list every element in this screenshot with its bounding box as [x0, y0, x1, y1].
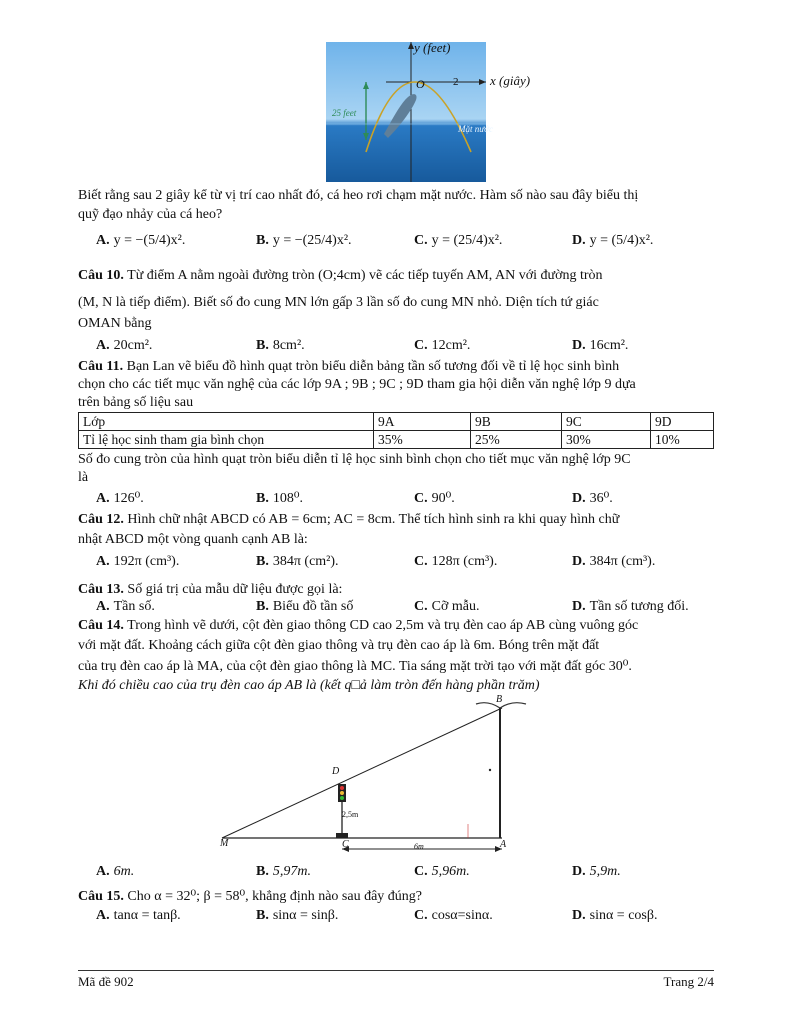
table-cell: 35% [374, 431, 471, 449]
table-cell: 25% [471, 431, 562, 449]
q10-option-d[interactable]: D. 16cm². [572, 338, 629, 353]
table-cell: Tỉ lệ học sinh tham gia bình chọn [79, 431, 374, 449]
lamp-arm-right [500, 703, 526, 708]
q11-after2: là [78, 470, 89, 485]
q12-option-a[interactable]: A. 192π (cm³). [96, 554, 180, 569]
water-label: Mặt nước [458, 124, 493, 134]
q14-line4: Khi đó chiều cao của trụ đèn cao áp AB là (kết q□ả làm tròn đến hàng phần trăm) [78, 678, 540, 693]
q12-options [0, 554, 792, 576]
label-c: C [342, 839, 349, 850]
table-cell: 9C [562, 413, 651, 431]
q14-option-a[interactable]: A. 6m. [96, 864, 135, 879]
q9-options [0, 233, 792, 255]
q11-line3: trên bảng số liệu sau [78, 395, 194, 410]
q10-option-c[interactable]: C. 12cm². [414, 338, 471, 353]
tick-2-label: 2 [453, 76, 459, 88]
q14-line1: Câu 14. Trong hình vẽ dưới, cột đèn giao thông CD cao 2,5m và trụ đèn cao áp AB cùng vuông góc [78, 618, 639, 633]
label-b: B [496, 694, 503, 705]
lamp-figure [200, 696, 540, 861]
q11-option-b[interactable]: B. 108⁰. [256, 491, 303, 506]
q12-option-c[interactable]: C. 128π (cm³). [414, 554, 498, 569]
q11-table [78, 412, 714, 449]
q11-option-c[interactable]: C. 90⁰. [414, 491, 455, 506]
q12-line1: Câu 12. Hình chữ nhật ABCD có AB = 6cm; AC = 8cm. Thể tích hình sinh ra khi quay hình chữ [78, 512, 620, 527]
q11-line2: chọn cho các tiết mục văn nghệ của các lớp 9A ; 9B ; 9C ; 9D tham gia hội diễn văn nghệ lớp 9 dựa [78, 377, 636, 392]
q15-options [0, 908, 792, 930]
footer-divider [78, 970, 714, 971]
dolphin-figure [326, 40, 531, 182]
q9-option-b[interactable]: B. y = −(25/4)x². [256, 233, 352, 248]
q11-options [0, 490, 792, 512]
q9-line1: Biết rằng sau 2 giây kể từ vị trí cao nhất đó, cá heo rơi chạm mặt nước. Hàm số nào sau đây biểu thị [78, 188, 639, 203]
q11-option-d[interactable]: D. 36⁰. [572, 491, 613, 506]
label-cd-length: 2,5m [342, 810, 359, 819]
height-label: 25 feet [332, 108, 357, 118]
label-d: D [332, 766, 340, 777]
q10-option-a[interactable]: A. 20cm². [96, 338, 153, 353]
sun-ray [222, 708, 502, 838]
q9-option-d[interactable]: D. y = (5/4)x². [572, 233, 654, 248]
q12-line2: nhật ABCD một vòng quanh cạnh AB là: [78, 532, 308, 547]
q13-option-b[interactable]: B. Biểu đồ tần số [256, 599, 354, 614]
y-axis-label: y (feet) [414, 40, 451, 55]
q10-line2: (M, N là tiếp điểm). Biết số đo cung MN lớn gấp 3 lần số đo cung MN nhỏ. Diện tích tứ giác [78, 295, 599, 310]
q14-option-c[interactable]: C. 5,96m. [414, 864, 470, 879]
table-cell: 9B [471, 413, 562, 431]
origin-label: O [416, 77, 425, 91]
label-m: M [220, 838, 229, 849]
q12-option-d[interactable]: D. 384π (cm³). [572, 554, 656, 569]
q9-option-c[interactable]: C. y = (25/4)x². [414, 233, 503, 248]
point-dot [489, 769, 491, 771]
footer-page-number: Trang 2/4 [663, 974, 714, 989]
q14-option-b[interactable]: B. 5,97m. [256, 864, 311, 879]
label-a: A [500, 839, 507, 850]
q15-line1: Câu 15. Cho α = 32⁰; β = 58⁰, khẳng định nào sau đây đúng? [78, 889, 423, 904]
q14-options [0, 864, 792, 886]
table-cell: 9A [374, 413, 471, 431]
table-cell: 30% [562, 431, 651, 449]
label-ca-length: 6m [414, 842, 424, 851]
footer-exam-code: Mã đề 902 [78, 974, 134, 989]
q13-option-a[interactable]: A. Tần số. [96, 599, 155, 614]
q9-option-a[interactable]: A. y = −(5/4)x². [96, 233, 186, 248]
q11-line1: Câu 11. Bạn Lan vẽ biểu đồ hình quạt tròn biểu diễn bảng tần số tương đối về tỉ lệ học sinh bình [78, 359, 620, 374]
q11-after1: Số đo cung tròn của hình quạt tròn biểu diễn tỉ lệ học sinh bình chọn cho tiết mục văn nghệ lớp 9C [78, 452, 631, 467]
lamp-diagram [200, 696, 540, 861]
q15-option-a[interactable]: A. tanα = tanβ. [96, 908, 181, 923]
dolphin-graph [326, 42, 546, 182]
q13-option-d[interactable]: D. Tần số tương đối. [572, 599, 689, 614]
q11-option-a[interactable]: A. 126⁰. [96, 491, 144, 506]
q9-line2: quỹ đạo nhảy của cá heo? [78, 207, 223, 222]
q15-option-d[interactable]: D. sinα = cosβ. [572, 908, 658, 923]
q13-option-c[interactable]: C. Cỡ mẫu. [414, 599, 480, 614]
q14-line3: của trụ đèn cao áp là MA, của cột đèn giao thông là MC. Tia sáng mặt trời tạo với mặt đất góc 30⁰. [78, 659, 632, 674]
q10-line1: Câu 10. Từ điểm A nằm ngoài đường tròn (O;4cm) vẽ các tiếp tuyến AM, AN với đường tròn [78, 268, 603, 283]
q14-option-d[interactable]: D. 5,9m. [572, 864, 621, 879]
table-row [79, 431, 714, 449]
table-header-row [79, 413, 714, 431]
table-cell: 9D [651, 413, 714, 431]
q10-line3: OMAN bằng [78, 316, 152, 331]
q12-option-b[interactable]: B. 384π (cm²). [256, 554, 339, 569]
q15-option-c[interactable]: C. cosα=sinα. [414, 908, 493, 923]
x-axis-label: x (giây) [490, 73, 531, 88]
q10-option-b[interactable]: B. 8cm². [256, 338, 305, 353]
q14-line2: với mặt đất. Khoảng cách giữa cột đèn giao thông và trụ đèn cao áp là 6m. Bóng trên mặt đất [78, 638, 600, 653]
table-cell: 10% [651, 431, 714, 449]
q10-options [0, 338, 792, 360]
table-cell: Lớp [79, 413, 374, 431]
q15-option-b[interactable]: B. sinα = sinβ. [256, 908, 339, 923]
q13-line1: Câu 13. Số giá trị của mẫu dữ liệu được gọi là: [78, 582, 343, 597]
